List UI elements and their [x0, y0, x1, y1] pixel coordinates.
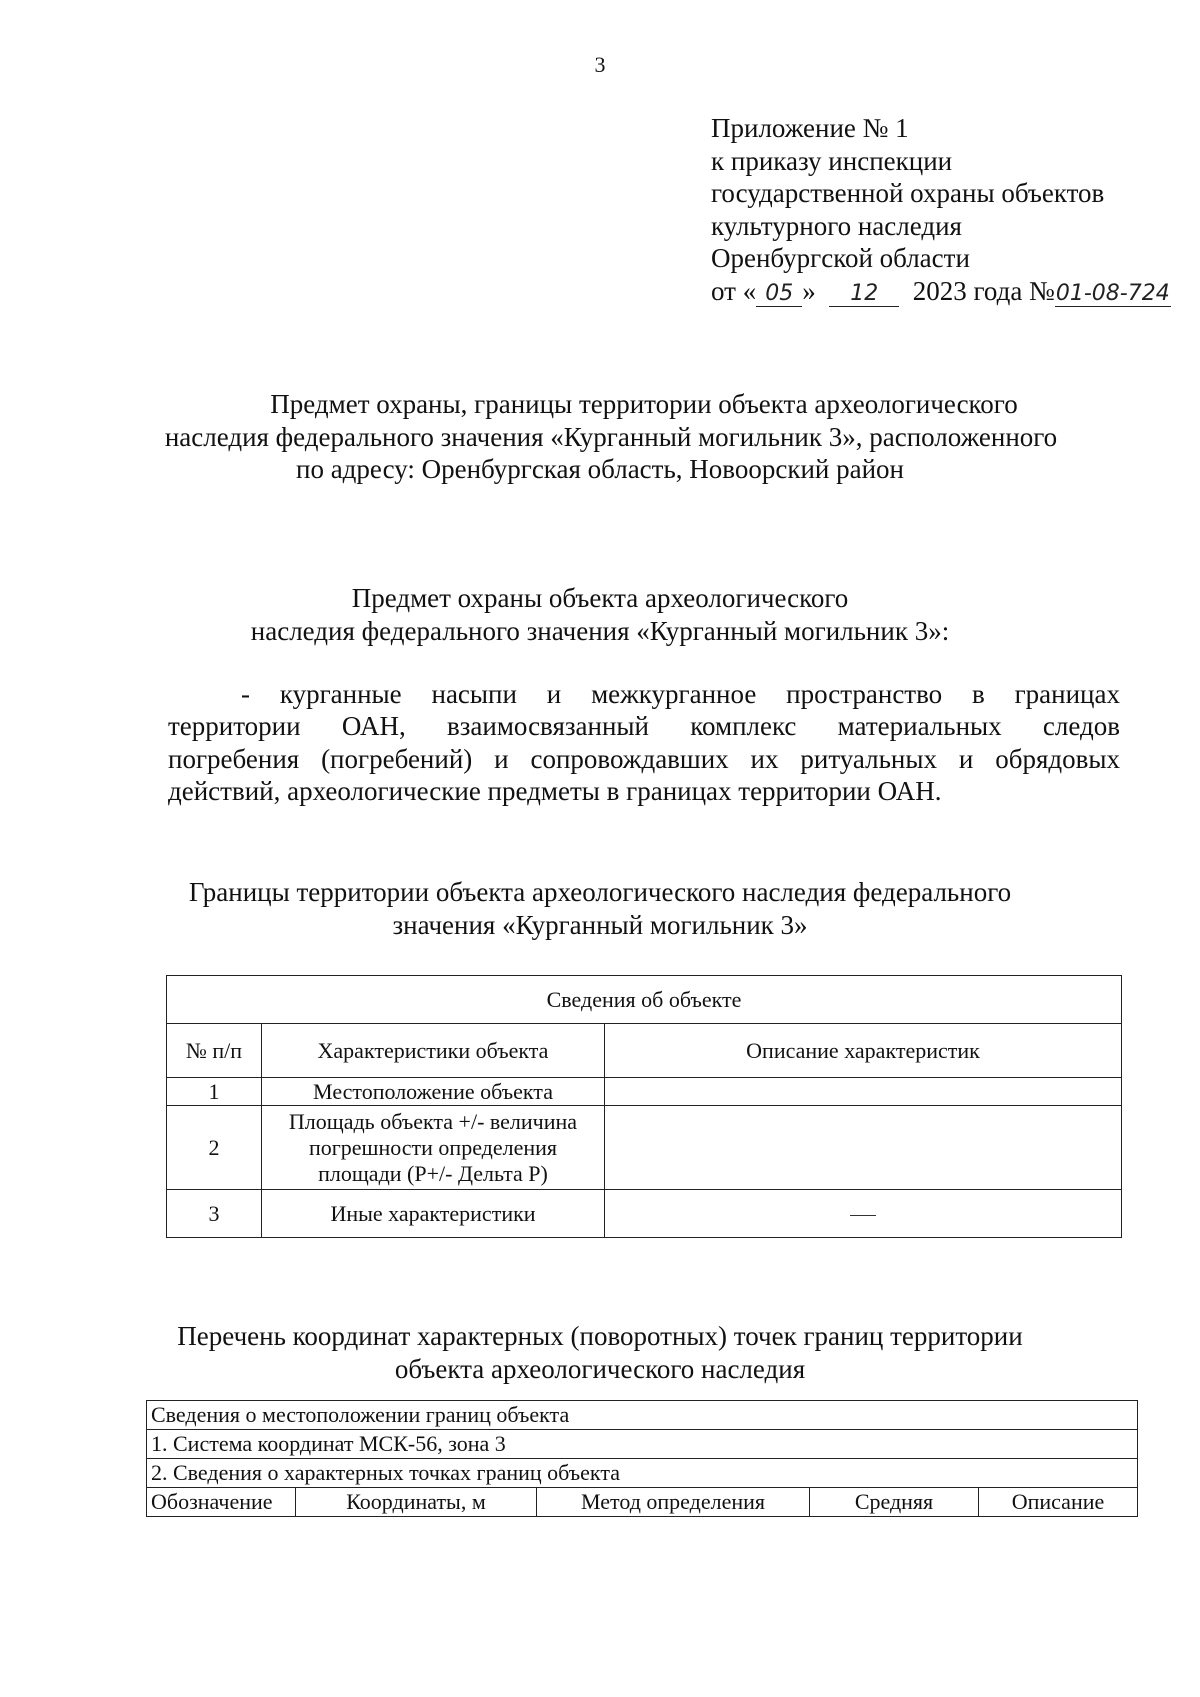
main-title-line: Предмет охраны, границы территории объекта археологического	[270, 389, 1018, 419]
page-number: 3	[594, 52, 606, 77]
boundaries-title-line: Границы территории объекта археологического наследия федерального	[188, 877, 1012, 907]
column-header-characteristics: Характеристики объекта	[262, 1024, 605, 1078]
column-header-number: № п/п	[167, 1024, 262, 1078]
coords-title-line: Перечень координат характерных (поворотных) точек границ территории	[177, 1321, 1023, 1351]
subject-title-line: наследия федерального значения «Курганный могильник 3»:	[250, 615, 950, 646]
coords-table-row: 1. Система координат МСК-56, зона 3	[147, 1430, 1138, 1459]
coords-column-header: Обозначение	[147, 1488, 296, 1517]
row-characteristic-line: Площадь объекта +/- величина	[288, 1108, 578, 1134]
row-number: 3	[167, 1190, 262, 1238]
row-characteristic: Местоположение объекта	[262, 1078, 605, 1106]
boundaries-title-line: значения «Курганный могильник 3»	[392, 909, 808, 940]
main-title	[0, 388, 1200, 486]
date-prefix: от «	[711, 275, 757, 306]
coords-title-line: объекта археологического наследия	[394, 1353, 806, 1384]
object-info-table	[166, 975, 1122, 1238]
appendix-line: Оренбургской области	[711, 243, 970, 273]
coords-column-header: Описание	[979, 1488, 1138, 1517]
coords-column-header: Метод определения	[537, 1488, 810, 1517]
subject-text-line: - курганные насыпи и межкурганное пространство в границах	[241, 679, 1120, 709]
handwritten-order-number: 01-08-724	[1055, 280, 1170, 306]
order-date-line	[711, 275, 1171, 308]
appendix-line: государственной охраны объектов	[711, 178, 1105, 208]
coords-table-row: Сведения о местоположении границ объекта	[147, 1401, 1138, 1430]
subject-text-line: погребения (погребений) и сопровождавших их ритуальных и обрядовых	[168, 743, 1120, 774]
boundaries-title	[0, 876, 1200, 941]
coordinates-table	[146, 1400, 1138, 1517]
appendix-block	[711, 112, 1171, 307]
dash-mark	[850, 1215, 876, 1216]
row-number: 2	[167, 1106, 262, 1190]
row-characteristic: Иные характеристики	[262, 1190, 605, 1238]
coords-column-header: Координаты, м	[296, 1488, 537, 1517]
row-characteristic-line: площади (Р+/- Дельта Р)	[318, 1160, 548, 1186]
table-row	[167, 1078, 1122, 1106]
row-description	[605, 1190, 1122, 1238]
coords-table-row: 2. Сведения о характерных точках границ объекта	[147, 1459, 1138, 1488]
row-description	[605, 1078, 1122, 1106]
subject-text-line: действий, археологические предметы в границах территории ОАН.	[168, 775, 942, 806]
date-mid: »	[802, 275, 816, 306]
row-characteristic	[262, 1106, 605, 1190]
subject-title-line: Предмет охраны объекта археологического	[351, 583, 849, 613]
appendix-line: к приказу инспекции	[711, 145, 953, 176]
row-number: 1	[167, 1078, 262, 1106]
appendix-line: Приложение № 1	[711, 113, 909, 143]
handwritten-day: 05	[765, 280, 794, 306]
appendix-line: культурного наследия	[711, 210, 962, 241]
row-characteristic-line: погрешности определения	[308, 1134, 558, 1160]
subject-text-line: территории ОАН, взаимосвязанный комплекс материальных следов	[168, 711, 1120, 742]
object-table-header: Сведения об объекте	[167, 976, 1122, 1024]
main-title-line: наследия федерального значения «Курганный могильник 3», расположенного	[164, 421, 1058, 452]
subject-title	[0, 582, 1200, 647]
table-row	[167, 1106, 1122, 1190]
column-header-description: Описание характеристик	[605, 1024, 1122, 1078]
date-year: 2023 года №	[912, 275, 1055, 306]
subject-text	[168, 678, 1120, 807]
row-description	[605, 1106, 1122, 1190]
handwritten-month: 12	[850, 280, 879, 306]
table-row	[167, 1190, 1122, 1238]
coords-title	[0, 1320, 1200, 1385]
coords-column-header: Средняя	[810, 1488, 979, 1517]
main-title-line: по адресу: Оренбургская область, Новоорский район	[296, 454, 904, 484]
